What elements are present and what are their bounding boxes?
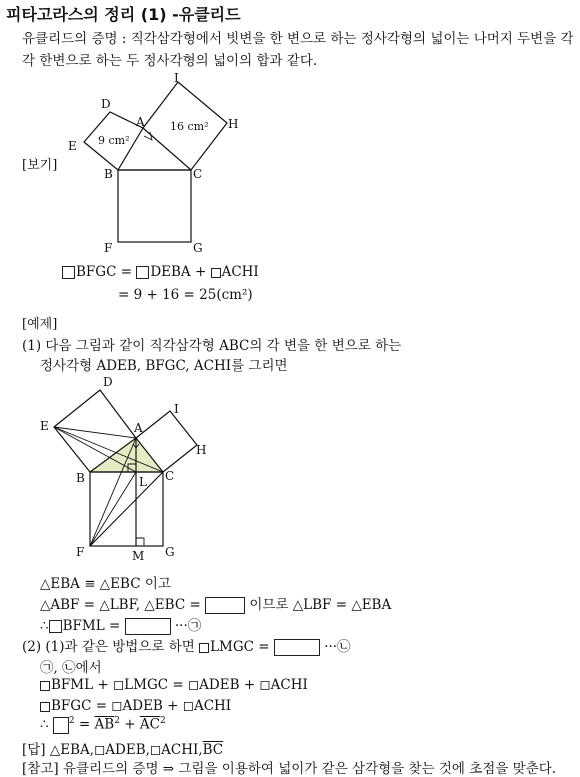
problem-1-line-2: 정사각형 ADEB, BFGC, ACHI를 그리면 bbox=[40, 358, 288, 374]
figure-2 bbox=[36, 374, 236, 569]
fig1-label-b: B bbox=[104, 167, 113, 181]
proof-line-2: △ABF = △LBF, △EBC = 이므로 △LBF = △EBA bbox=[40, 597, 392, 613]
fig1-label-f: F bbox=[104, 241, 113, 255]
fig2-label-a: A bbox=[134, 421, 143, 435]
fig2-label-c: C bbox=[165, 469, 175, 483]
fig1-label-a: A bbox=[136, 115, 145, 129]
fig1-label-c: C bbox=[193, 167, 203, 181]
fig2-label-i: I bbox=[174, 402, 179, 416]
fig1-label-h: H bbox=[228, 117, 239, 131]
practice-label: [예제] bbox=[22, 317, 58, 332]
square-bfgc bbox=[118, 170, 191, 242]
fig2-label-e: E bbox=[40, 419, 49, 433]
proof-line-7: BFGC = ◻ADEB + ◻ACHI bbox=[40, 698, 231, 714]
equation-1: BFGC = DEBA + ACHI bbox=[62, 264, 259, 280]
blank-box-2[interactable] bbox=[125, 618, 171, 635]
fig1-label-e: E bbox=[68, 139, 77, 153]
page-title: 피타고라스의 정리 (1) -유클리드 bbox=[6, 5, 241, 24]
fig1-label-d: D bbox=[101, 97, 111, 111]
fig1-area-small: 9 cm² bbox=[98, 134, 130, 147]
proof-line-4: (2) (1)과 같은 방법으로 하면 LMGC = ···㉡ bbox=[22, 639, 351, 655]
problem-1-line-1: (1) 다음 그림과 같이 직각삼각형 ABC의 각 변을 한 변으로 하는 bbox=[22, 338, 402, 354]
fig2-label-d: D bbox=[103, 375, 113, 389]
proof-line-6: BFML + ◻LMGC = ◻ADEB + ◻ACHI bbox=[40, 677, 308, 693]
fig2-label-h: H bbox=[196, 443, 207, 457]
blank-box-4[interactable] bbox=[53, 717, 69, 734]
proof-line-5: ㉠, ㉡에서 bbox=[40, 660, 102, 676]
blank-box-1[interactable] bbox=[205, 597, 245, 614]
reference-line: [참고] 유클리드의 증명 ⇒ 그림을 이용하여 넓이가 같은 삼각형을 찾는 것에 초점을 맞춘다. bbox=[22, 761, 557, 777]
answer-line: [답] $\triangle EBA,◻ADEB,◻ACHI,\overline{BC}$ bbox=[22, 742, 224, 758]
proof-line-3: ∴ BFML = ···㉠ bbox=[40, 618, 202, 634]
proof-line-1: △EBA ≡ △EBC 이고 bbox=[40, 576, 171, 592]
intro-paragraph: 유클리드의 증명 : 직각삼각형에서 빗변을 한 변으로 하는 정사각형의 넓이는 나머지 두변을 각각 한변으로 하는 두 정사각형의 넓이의 합과 같다. bbox=[22, 31, 574, 69]
example-label: [보기] bbox=[22, 158, 58, 173]
fig2-label-m: M bbox=[132, 549, 145, 563]
fig2-label-b: B bbox=[76, 471, 85, 485]
fig2-label-l: L bbox=[139, 475, 147, 489]
equation-2: = 9 + 16 = 25(cm²) bbox=[118, 287, 253, 303]
fig2-label-f: F bbox=[76, 545, 85, 559]
proof-line-8: ∴ $^2 = \overline{AB}^2 + \overline{AC}^2$ bbox=[40, 716, 166, 733]
fig2-label-g: G bbox=[165, 545, 175, 559]
fig1-label-i: I bbox=[174, 71, 179, 85]
figure-1 bbox=[60, 70, 250, 260]
fig1-area-large: 16 cm² bbox=[170, 120, 209, 133]
blank-box-3[interactable] bbox=[274, 639, 320, 656]
fig1-label-g: G bbox=[193, 241, 203, 255]
